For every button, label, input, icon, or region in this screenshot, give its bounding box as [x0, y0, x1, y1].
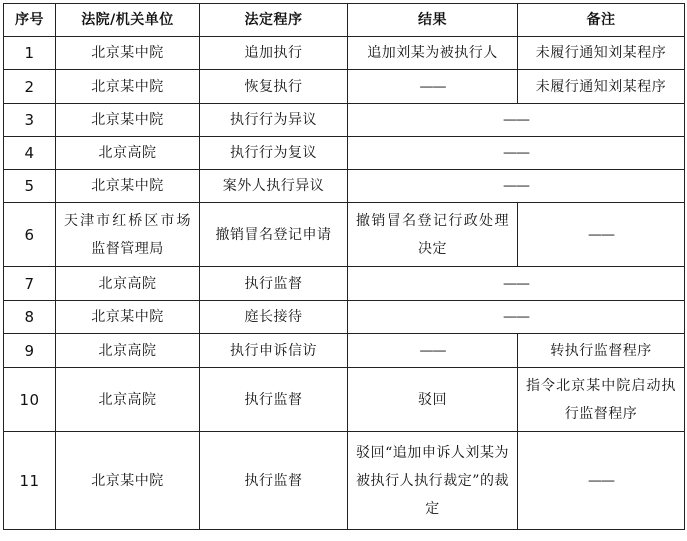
row-procedure: 执行行为复议: [200, 137, 348, 170]
table-row: [4, 334, 685, 368]
row-note: 未履行通知刘某程序: [518, 70, 685, 104]
row-num: 3: [4, 104, 56, 137]
header-note: 备注: [518, 4, 685, 37]
row-court: 天津市红桥区市场监督管理局: [56, 203, 200, 267]
row-procedure: 执行监督: [200, 432, 348, 530]
header-num: 序号: [4, 4, 56, 37]
row-num: 5: [4, 170, 56, 203]
header-result: 结果: [348, 4, 518, 37]
table-row: [4, 368, 685, 432]
header-procedure: 法定程序: [200, 4, 348, 37]
row-result: ——: [348, 70, 518, 104]
row-procedure: 追加执行: [200, 37, 348, 70]
row-note: ——: [518, 203, 685, 267]
row-note: 转执行监督程序: [518, 334, 685, 368]
row-merged: ——: [348, 170, 685, 203]
row-result: 驳回: [348, 368, 518, 432]
row-court: 北京高院: [56, 137, 200, 170]
row-merged: ——: [348, 137, 685, 170]
row-num: 11: [4, 432, 56, 530]
row-court: 北京某中院: [56, 104, 200, 137]
row-num: 10: [4, 368, 56, 432]
row-num: 9: [4, 334, 56, 368]
table-row: [4, 104, 685, 137]
row-procedure: 执行监督: [200, 267, 348, 301]
row-procedure: 庭长接待: [200, 301, 348, 334]
row-merged: ——: [348, 104, 685, 137]
table-header-row: [4, 4, 685, 37]
row-result: 撤销冒名登记行政处理决定: [348, 203, 518, 267]
row-court: 北京高院: [56, 334, 200, 368]
row-num: 8: [4, 301, 56, 334]
row-num: 6: [4, 203, 56, 267]
row-court: 北京某中院: [56, 301, 200, 334]
row-procedure: 执行监督: [200, 368, 348, 432]
table-row: [4, 301, 685, 334]
table-row: [4, 267, 685, 301]
row-num: 2: [4, 70, 56, 104]
row-result: 驳回“追加申诉人刘某为被执行人执行裁定”的裁定: [348, 432, 518, 530]
row-court: 北京高院: [56, 368, 200, 432]
row-procedure: 案外人执行异议: [200, 170, 348, 203]
row-procedure: 执行申诉信访: [200, 334, 348, 368]
row-note: ——: [518, 432, 685, 530]
table-row: [4, 37, 685, 70]
row-procedure: 恢复执行: [200, 70, 348, 104]
row-court: 北京某中院: [56, 37, 200, 70]
table-row: [4, 203, 685, 267]
table-row: [4, 137, 685, 170]
row-note: 指令北京某中院启动执行监督程序: [518, 368, 685, 432]
row-merged: ——: [348, 267, 685, 301]
row-merged: ——: [348, 301, 685, 334]
row-court: 北京某中院: [56, 170, 200, 203]
row-result: 追加刘某为被执行人: [348, 37, 518, 70]
row-num: 1: [4, 37, 56, 70]
row-num: 7: [4, 267, 56, 301]
table-row: [4, 170, 685, 203]
table-row: [4, 70, 685, 104]
row-court: 北京高院: [56, 267, 200, 301]
row-result: ——: [348, 334, 518, 368]
row-note: 未履行通知刘某程序: [518, 37, 685, 70]
row-court: 北京某中院: [56, 70, 200, 104]
header-court: 法院/机关单位: [56, 4, 200, 37]
row-num: 4: [4, 137, 56, 170]
procedure-table: [3, 3, 685, 530]
row-court: 北京某中院: [56, 432, 200, 530]
row-procedure: 撤销冒名登记申请: [200, 203, 348, 267]
row-procedure: 执行行为异议: [200, 104, 348, 137]
table-row: [4, 432, 685, 530]
